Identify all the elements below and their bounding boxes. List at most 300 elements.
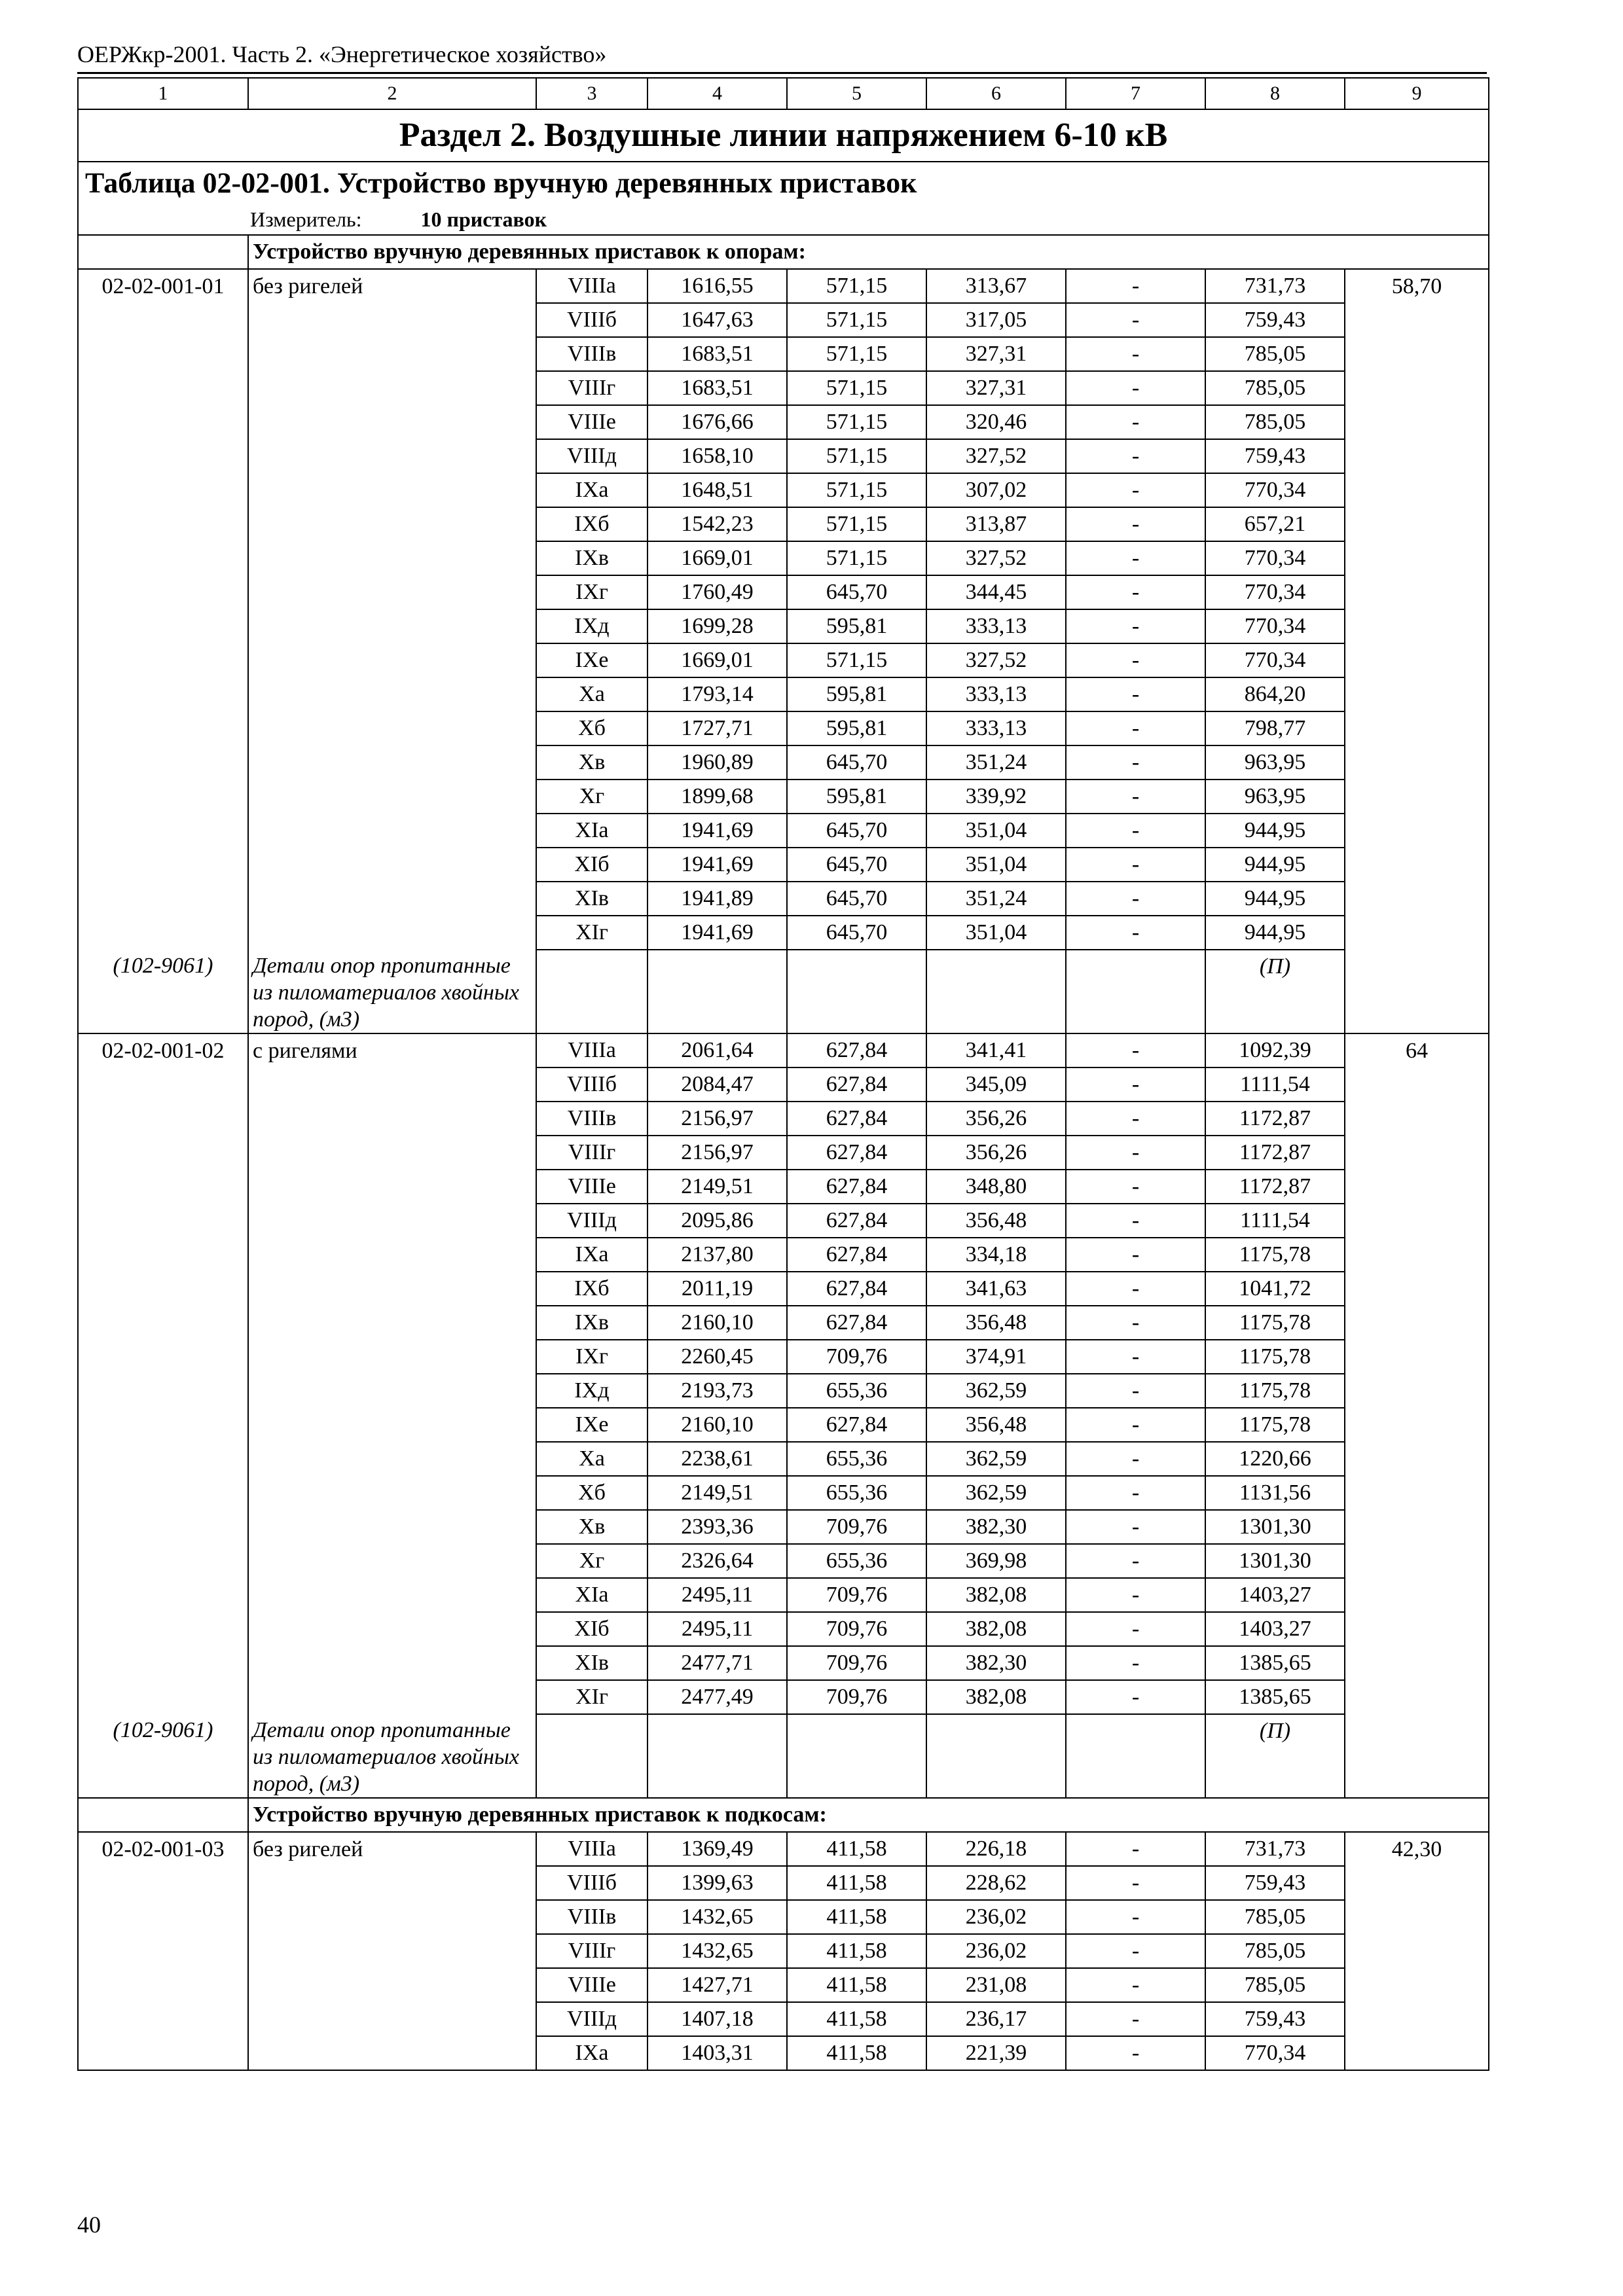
climate-zone: Xб <box>536 711 647 745</box>
rate-extra-cell <box>1345 1272 1489 1306</box>
rate-code-cell <box>78 1170 248 1204</box>
rate-value: 1175,78 <box>1205 1340 1345 1374</box>
rate-value: 226,18 <box>926 1832 1066 1866</box>
climate-zone: Xг <box>536 1544 647 1578</box>
rate-value: - <box>1066 1067 1205 1102</box>
rate-value: 709,76 <box>787 1578 926 1612</box>
rate-extra-cell <box>1345 507 1489 541</box>
table-row <box>78 371 1489 405</box>
table-row <box>78 814 1489 848</box>
rate-name-cell <box>248 1272 536 1306</box>
rate-value: - <box>1066 711 1205 745</box>
rate-code-cell <box>78 337 248 371</box>
rate-name-cell <box>248 1170 536 1204</box>
climate-zone: XIа <box>536 1578 647 1612</box>
rate-code-cell <box>78 1646 248 1680</box>
note-empty <box>647 1714 787 1798</box>
rate-extra-cell <box>1345 1374 1489 1408</box>
rate-value: 770,34 <box>1205 473 1345 507</box>
rate-name-cell <box>248 643 536 677</box>
rate-value: 645,70 <box>787 848 926 882</box>
table-row <box>78 1102 1489 1136</box>
table-row <box>78 882 1489 916</box>
rate-value: 1727,71 <box>647 711 787 745</box>
rate-code-cell <box>78 2036 248 2070</box>
rate-name-cell <box>248 1680 536 1714</box>
climate-zone: XIв <box>536 1646 647 1680</box>
rate-value: 645,70 <box>787 916 926 950</box>
table-row <box>78 609 1489 643</box>
rate-extra-cell <box>1345 1612 1489 1646</box>
rate-extra: 58,70 <box>1345 269 1489 303</box>
rate-value: 2149,51 <box>647 1170 787 1204</box>
climate-zone: Xа <box>536 1442 647 1476</box>
climate-zone: VIIIе <box>536 1968 647 2002</box>
rate-value: 327,31 <box>926 371 1066 405</box>
rate-value: 2193,73 <box>647 1374 787 1408</box>
rate-name-cell <box>248 814 536 848</box>
rate-value: 2238,61 <box>647 1442 787 1476</box>
column-number: 8 <box>1205 78 1345 109</box>
rate-value: 333,13 <box>926 677 1066 711</box>
note-text: Детали опор пропитанные из пиломатериалов хвойных пород, (м3) <box>253 954 519 1031</box>
rate-value: 307,02 <box>926 473 1066 507</box>
rate-extra-cell <box>1345 1476 1489 1510</box>
note-text-cell <box>248 950 536 1033</box>
rate-value: 382,08 <box>926 1612 1066 1646</box>
climate-zone: Xг <box>536 780 647 814</box>
climate-zone: XIа <box>536 814 647 848</box>
rate-value: 785,05 <box>1205 1900 1345 1934</box>
rate-extra-cell <box>1345 814 1489 848</box>
note-unit: (П) <box>1259 954 1291 978</box>
rate-value: - <box>1066 1476 1205 1510</box>
measurer-label: Измеритель: <box>250 207 362 231</box>
rate-value: 1175,78 <box>1205 1238 1345 1272</box>
rate-extra-cell <box>1345 1067 1489 1102</box>
group-heading: Устройство вручную деревянных приставок к опорам: <box>248 235 1489 269</box>
rate-extra-cell <box>1345 643 1489 677</box>
rate-value: 344,45 <box>926 575 1066 609</box>
rate-value: 1385,65 <box>1205 1680 1345 1714</box>
rate-value: 341,41 <box>926 1033 1066 1067</box>
rate-value: 595,81 <box>787 609 926 643</box>
rate-value: 1301,30 <box>1205 1544 1345 1578</box>
table-row <box>78 1170 1489 1204</box>
rate-value: 571,15 <box>787 507 926 541</box>
rate-value: 655,36 <box>787 1544 926 1578</box>
climate-zone: VIIIа <box>536 269 647 303</box>
climate-zone: IXе <box>536 1408 647 1442</box>
rate-value: 2149,51 <box>647 1476 787 1510</box>
table-row <box>78 1340 1489 1374</box>
rate-value: - <box>1066 780 1205 814</box>
rate-name-cell <box>248 1067 536 1102</box>
rate-name-cell <box>248 1408 536 1442</box>
rate-name-cell <box>248 1544 536 1578</box>
rate-value: 571,15 <box>787 643 926 677</box>
rate-value: - <box>1066 541 1205 575</box>
rate-extra-cell <box>1345 439 1489 473</box>
rate-code-cell <box>78 575 248 609</box>
table-row <box>78 745 1489 780</box>
climate-zone: IXа <box>536 473 647 507</box>
table-row <box>78 1204 1489 1238</box>
rate-extra-cell <box>1345 1136 1489 1170</box>
rate-value: 2095,86 <box>647 1204 787 1238</box>
note-empty <box>1066 1714 1205 1798</box>
rate-extra-cell <box>1345 371 1489 405</box>
rate-value: 595,81 <box>787 677 926 711</box>
rate-extra-cell <box>1345 1442 1489 1476</box>
rate-value: 1301,30 <box>1205 1510 1345 1544</box>
rate-extra-cell <box>1345 541 1489 575</box>
note-text-cell <box>248 1714 536 1798</box>
rate-code-cell <box>78 745 248 780</box>
rate-value: 2156,97 <box>647 1102 787 1136</box>
note-row <box>78 950 1489 1033</box>
climate-zone: VIIIд <box>536 439 647 473</box>
rate-value: 785,05 <box>1205 405 1345 439</box>
climate-zone: VIIIе <box>536 1170 647 1204</box>
climate-zone: VIIIв <box>536 1900 647 1934</box>
rate-value: 1131,56 <box>1205 1476 1345 1510</box>
section-title: Раздел 2. Воздушные линии напряжением 6-10 кВ <box>78 109 1489 162</box>
rate-name-cell <box>248 1374 536 1408</box>
rate-value: - <box>1066 1238 1205 1272</box>
rate-value: 571,15 <box>787 269 926 303</box>
rate-extra: 42,30 <box>1345 1832 1489 1866</box>
rate-extra-cell <box>1345 2002 1489 2036</box>
rate-value: 731,73 <box>1205 1832 1345 1866</box>
rate-code-cell <box>78 1544 248 1578</box>
rate-value: 627,84 <box>787 1067 926 1102</box>
column-number: 4 <box>647 78 787 109</box>
rate-value: 645,70 <box>787 575 926 609</box>
rate-value: 1669,01 <box>647 643 787 677</box>
rate-value: 627,84 <box>787 1272 926 1306</box>
rate-value: 1175,78 <box>1205 1306 1345 1340</box>
rate-value: 595,81 <box>787 711 926 745</box>
table-row <box>78 1934 1489 1968</box>
rate-value: - <box>1066 1544 1205 1578</box>
note-code-cell <box>78 1714 248 1798</box>
table-row <box>78 473 1489 507</box>
rate-value: 785,05 <box>1205 337 1345 371</box>
rate-code: 02-02-001-01 <box>78 269 248 303</box>
rate-value: 362,59 <box>926 1374 1066 1408</box>
rate-code-cell <box>78 1204 248 1238</box>
rate-value: 1616,55 <box>647 269 787 303</box>
table-row <box>78 711 1489 745</box>
rate-value: 339,92 <box>926 780 1066 814</box>
rate-value: 411,58 <box>787 1832 926 1866</box>
climate-zone: VIIIб <box>536 303 647 337</box>
table-row <box>78 507 1489 541</box>
rate-name-cell <box>248 2036 536 2070</box>
rate-value: 571,15 <box>787 541 926 575</box>
rate-value: 317,05 <box>926 303 1066 337</box>
rate-value: 236,02 <box>926 1900 1066 1934</box>
column-number-row <box>78 78 1489 109</box>
rate-name: без ригелей <box>248 269 536 303</box>
table-row <box>78 337 1489 371</box>
note-text: Детали опор пропитанные из пиломатериалов хвойных пород, (м3) <box>253 1718 519 1796</box>
rate-value: 382,30 <box>926 1510 1066 1544</box>
running-header: ОЕРЖкр-2001. Часть 2. «Энергетическое хозяйство» <box>77 41 607 67</box>
climate-zone: VIIIа <box>536 1033 647 1067</box>
rate-value: 1427,71 <box>647 1968 787 2002</box>
rate-code-cell <box>78 711 248 745</box>
rate-value: 345,09 <box>926 1067 1066 1102</box>
column-number: 2 <box>248 78 536 109</box>
rate-value: 1647,63 <box>647 303 787 337</box>
rate-name-cell <box>248 2002 536 2036</box>
group-heading-row <box>78 235 1489 269</box>
rate-value: 1683,51 <box>647 337 787 371</box>
table-row <box>78 1476 1489 1510</box>
rate-value: 2011,19 <box>647 1272 787 1306</box>
rate-name-cell <box>248 1578 536 1612</box>
group-heading-spacer <box>78 1798 248 1832</box>
rate-code-cell <box>78 303 248 337</box>
climate-zone: VIIIе <box>536 405 647 439</box>
climate-zone: VIIIг <box>536 1136 647 1170</box>
note-unit-cell <box>1205 1714 1345 1798</box>
climate-zone: VIIIв <box>536 1102 647 1136</box>
rate-value: - <box>1066 1646 1205 1680</box>
rate-value: 770,34 <box>1205 2036 1345 2070</box>
rate-name-cell <box>248 541 536 575</box>
rate-value: 351,24 <box>926 745 1066 780</box>
rate-value: 221,39 <box>926 2036 1066 2070</box>
climate-zone: VIIIг <box>536 1934 647 1968</box>
table-row <box>78 405 1489 439</box>
rate-value: 770,34 <box>1205 643 1345 677</box>
table-row <box>78 2002 1489 2036</box>
rate-value: - <box>1066 1612 1205 1646</box>
climate-zone: IXе <box>536 643 647 677</box>
measurer-row <box>78 204 1489 235</box>
rate-name-cell <box>248 1204 536 1238</box>
note-empty <box>536 950 647 1033</box>
rate-value: 627,84 <box>787 1238 926 1272</box>
rate-name-cell <box>248 1646 536 1680</box>
rate-extra-cell <box>1345 1934 1489 1968</box>
note-code: (102-9061) <box>113 1718 213 1742</box>
rate-value: 645,70 <box>787 814 926 848</box>
table-row <box>78 1067 1489 1102</box>
rate-value: 759,43 <box>1205 1866 1345 1900</box>
rate-name-cell <box>248 1442 536 1476</box>
note-extra-cell <box>1345 950 1489 1033</box>
rate-value: 571,15 <box>787 439 926 473</box>
climate-zone: IXб <box>536 1272 647 1306</box>
table-title: Таблица 02-02-001. Устройство вручную деревянных приставок <box>78 162 1489 204</box>
column-number: 5 <box>787 78 926 109</box>
table-row <box>78 1510 1489 1544</box>
rate-value: 627,84 <box>787 1204 926 1238</box>
climate-zone: IXа <box>536 2036 647 2070</box>
rate-code-cell <box>78 1680 248 1714</box>
rate-extra-cell <box>1345 780 1489 814</box>
rate-value: 627,84 <box>787 1408 926 1442</box>
rate-value: 236,17 <box>926 2002 1066 2036</box>
rate-name-cell <box>248 1238 536 1272</box>
rate-name-cell <box>248 1510 536 1544</box>
group-heading-row <box>78 1798 1489 1832</box>
rate-value: 362,59 <box>926 1442 1066 1476</box>
rate-value: - <box>1066 1170 1205 1204</box>
rate-value: - <box>1066 1102 1205 1136</box>
rate-value: 356,48 <box>926 1306 1066 1340</box>
rate-value: 963,95 <box>1205 780 1345 814</box>
table-row <box>78 1646 1489 1680</box>
rate-code-cell <box>78 848 248 882</box>
rate-value: 657,21 <box>1205 507 1345 541</box>
table-row <box>78 1832 1489 1866</box>
table-row <box>78 1033 1489 1067</box>
rate-value: - <box>1066 507 1205 541</box>
rate-value: 333,13 <box>926 711 1066 745</box>
rate-value: 770,34 <box>1205 575 1345 609</box>
rate-code-cell <box>78 1510 248 1544</box>
table-row <box>78 1238 1489 1272</box>
rate-value: - <box>1066 1832 1205 1866</box>
climate-zone: XIг <box>536 1680 647 1714</box>
rate-value: 2061,64 <box>647 1033 787 1067</box>
rate-extra-cell <box>1345 1238 1489 1272</box>
rate-extra-cell <box>1345 473 1489 507</box>
rate-value: - <box>1066 882 1205 916</box>
rate-value: 798,77 <box>1205 711 1345 745</box>
table-row <box>78 848 1489 882</box>
rate-value: 1220,66 <box>1205 1442 1345 1476</box>
rate-name-cell <box>248 1968 536 2002</box>
table-row <box>78 1374 1489 1408</box>
rate-value: 785,05 <box>1205 1934 1345 1968</box>
table-row <box>78 1680 1489 1714</box>
table-row <box>78 2036 1489 2070</box>
rate-code-cell <box>78 916 248 950</box>
rate-value: 382,08 <box>926 1680 1066 1714</box>
section-title-row <box>78 109 1489 162</box>
rate-value: 1175,78 <box>1205 1374 1345 1408</box>
rate-name-cell <box>248 916 536 950</box>
rate-value: 356,26 <box>926 1102 1066 1136</box>
rate-code-cell <box>78 1934 248 1968</box>
rate-value: 334,18 <box>926 1238 1066 1272</box>
rate-value: 785,05 <box>1205 371 1345 405</box>
rate-value: - <box>1066 745 1205 780</box>
rate-code: 02-02-001-02 <box>78 1033 248 1067</box>
rate-value: - <box>1066 303 1205 337</box>
rate-value: - <box>1066 677 1205 711</box>
rate-value: 571,15 <box>787 371 926 405</box>
rate-value: 2084,47 <box>647 1067 787 1102</box>
climate-zone: VIIIд <box>536 1204 647 1238</box>
rate-value: 1403,31 <box>647 2036 787 2070</box>
rate-extra-cell <box>1345 1866 1489 1900</box>
rate-extra-cell <box>1345 711 1489 745</box>
rate-name-cell <box>248 1866 536 1900</box>
climate-zone: VIIIа <box>536 1832 647 1866</box>
rate-value: - <box>1066 2002 1205 2036</box>
climate-zone: IXг <box>536 1340 647 1374</box>
climate-zone: IXв <box>536 1306 647 1340</box>
rate-value: 645,70 <box>787 882 926 916</box>
note-empty <box>787 1714 926 1798</box>
rate-value: 351,04 <box>926 814 1066 848</box>
note-empty <box>1066 950 1205 1033</box>
rate-name-cell <box>248 337 536 371</box>
rate-value: 655,36 <box>787 1442 926 1476</box>
rate-value: - <box>1066 1680 1205 1714</box>
rate-extra-cell <box>1345 575 1489 609</box>
note-empty <box>787 950 926 1033</box>
column-number: 1 <box>78 78 248 109</box>
rate-value: 759,43 <box>1205 2002 1345 2036</box>
rate-value: - <box>1066 1033 1205 1067</box>
rate-value: 231,08 <box>926 1968 1066 2002</box>
rate-extra-cell <box>1345 916 1489 950</box>
climate-zone: IXд <box>536 1374 647 1408</box>
rate-value: 374,91 <box>926 1340 1066 1374</box>
rate-value: - <box>1066 269 1205 303</box>
rate-name-cell <box>248 1306 536 1340</box>
rate-name-cell <box>248 1102 536 1136</box>
rate-extra-cell <box>1345 848 1489 882</box>
rate-value: 709,76 <box>787 1680 926 1714</box>
table-row <box>78 303 1489 337</box>
rate-value: 1699,28 <box>647 609 787 643</box>
rate-code-cell <box>78 473 248 507</box>
rate-name-cell <box>248 848 536 882</box>
table-row <box>78 439 1489 473</box>
rate-value: 1403,27 <box>1205 1578 1345 1612</box>
table-row <box>78 1544 1489 1578</box>
rate-value: 571,15 <box>787 405 926 439</box>
rate-code-cell <box>78 541 248 575</box>
rate-value: 1432,65 <box>647 1934 787 1968</box>
rate-name-cell <box>248 507 536 541</box>
rate-value: - <box>1066 643 1205 677</box>
note-code-cell <box>78 950 248 1033</box>
rate-value: 351,04 <box>926 916 1066 950</box>
rate-code-cell <box>78 1442 248 1476</box>
rate-extra-cell <box>1345 1900 1489 1934</box>
rate-code-cell <box>78 1272 248 1306</box>
rate-name-cell <box>248 575 536 609</box>
rate-value: 1676,66 <box>647 405 787 439</box>
rate-value: 320,46 <box>926 405 1066 439</box>
table-row <box>78 1408 1489 1442</box>
rate-name-cell <box>248 1476 536 1510</box>
column-number: 7 <box>1066 78 1205 109</box>
rate-value: 327,31 <box>926 337 1066 371</box>
rate-value: 655,36 <box>787 1476 926 1510</box>
rate-code: 02-02-001-03 <box>78 1832 248 1866</box>
rate-value: 1385,65 <box>1205 1646 1345 1680</box>
rate-value: 348,80 <box>926 1170 1066 1204</box>
rate-value: 411,58 <box>787 1968 926 2002</box>
table-row <box>78 1272 1489 1306</box>
page-number: 40 <box>77 2212 101 2238</box>
rate-value: 2137,80 <box>647 1238 787 1272</box>
rate-value: 759,43 <box>1205 439 1345 473</box>
rate-value: 313,87 <box>926 507 1066 541</box>
rate-value: - <box>1066 575 1205 609</box>
